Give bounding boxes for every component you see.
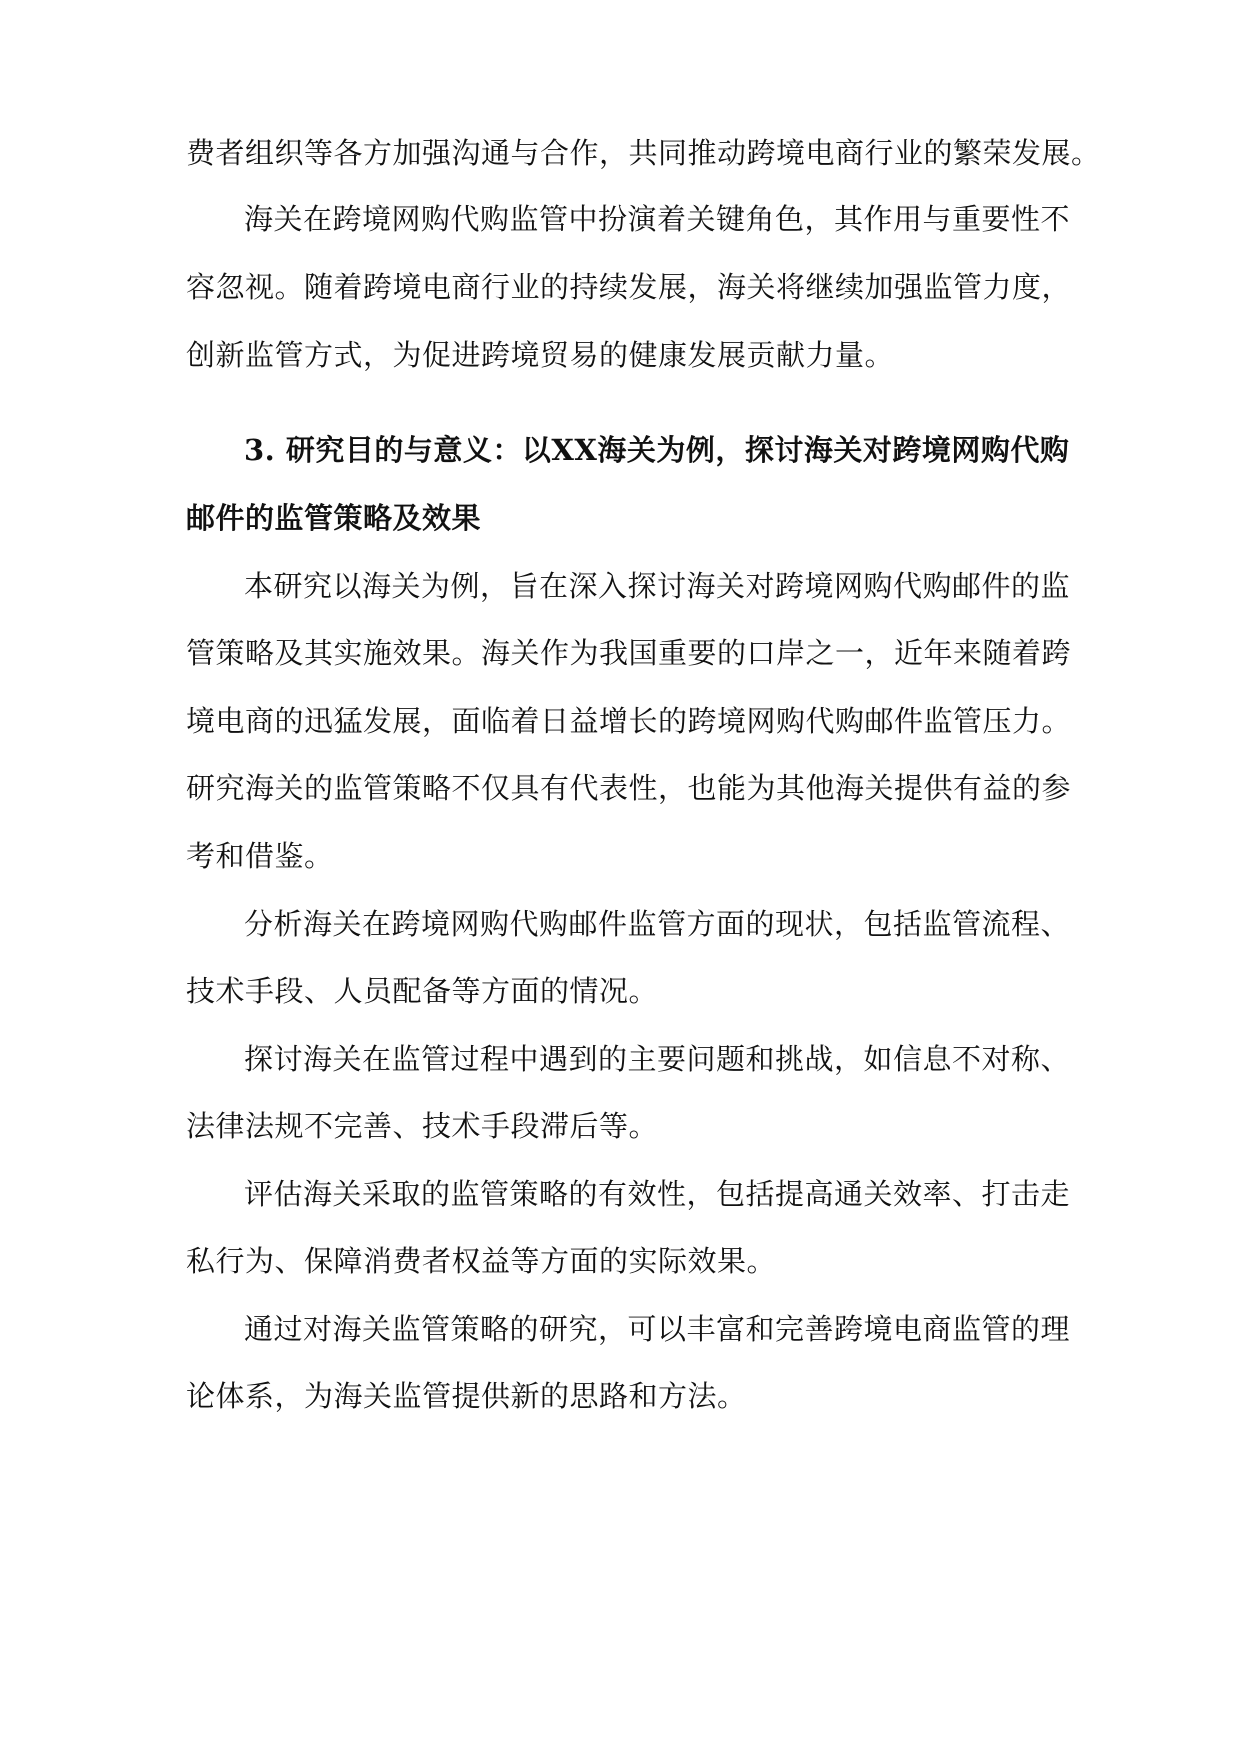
section-heading-line-1: 3. 研究目的与意义：以XX海关为例，探讨海关对跨境网购代购 [244, 433, 1070, 467]
paragraph-7-line-1: 通过对海关监管策略的研究，可以丰富和完善跨境电商监管的理 [244, 1312, 1071, 1346]
paragraph-3-line-1: 本研究以海关为例，旨在深入探讨海关对跨境网购代购邮件的监 [244, 569, 1071, 603]
section-heading-line-2: 邮件的监管策略及效果 [186, 501, 482, 535]
paragraph-2-line-3: 创新监管方式，为促进跨境贸易的健康发展贡献力量。 [186, 338, 895, 372]
paragraph-3-line-2: 管策略及其实施效果。海关作为我国重要的口岸之一，近年来随着跨 [186, 636, 1072, 670]
paragraph-7-line-2: 论体系，为海关监管提供新的思路和方法。 [186, 1379, 747, 1413]
paragraph-5-line-2: 法律法规不完善、技术手段滞后等。 [186, 1109, 659, 1143]
paragraph-3-line-5: 考和借鉴。 [186, 839, 334, 873]
paragraph-2-line-2: 容忽视。随着跨境电商行业的持续发展，海关将继续加强监管力度， [186, 270, 1072, 304]
paragraph-2-line-1: 海关在跨境网购代购监管中扮演着关键角色，其作用与重要性不 [244, 202, 1071, 236]
paragraph-6-line-2: 私行为、保障消费者权益等方面的实际效果。 [186, 1244, 777, 1278]
paragraph-3-line-3: 境电商的迅猛发展，面临着日益增长的跨境网购代购邮件监管压力。 [186, 704, 1072, 738]
paragraph-1-line-1: 费者组织等各方加强沟通与合作，共同推动跨境电商行业的繁荣发展。 [186, 136, 1101, 170]
paragraph-6-line-1: 评估海关采取的监管策略的有效性，包括提高通关效率、打击走 [244, 1177, 1071, 1211]
paragraph-4-line-2: 技术手段、人员配备等方面的情况。 [186, 974, 659, 1008]
paragraph-5-line-1: 探讨海关在监管过程中遇到的主要问题和挑战，如信息不对称、 [244, 1042, 1071, 1076]
paragraph-3-line-4: 研究海关的监管策略不仅具有代表性，也能为其他海关提供有益的参 [186, 771, 1072, 805]
paragraph-4-line-1: 分析海关在跨境网购代购邮件监管方面的现状，包括监管流程、 [244, 907, 1071, 941]
